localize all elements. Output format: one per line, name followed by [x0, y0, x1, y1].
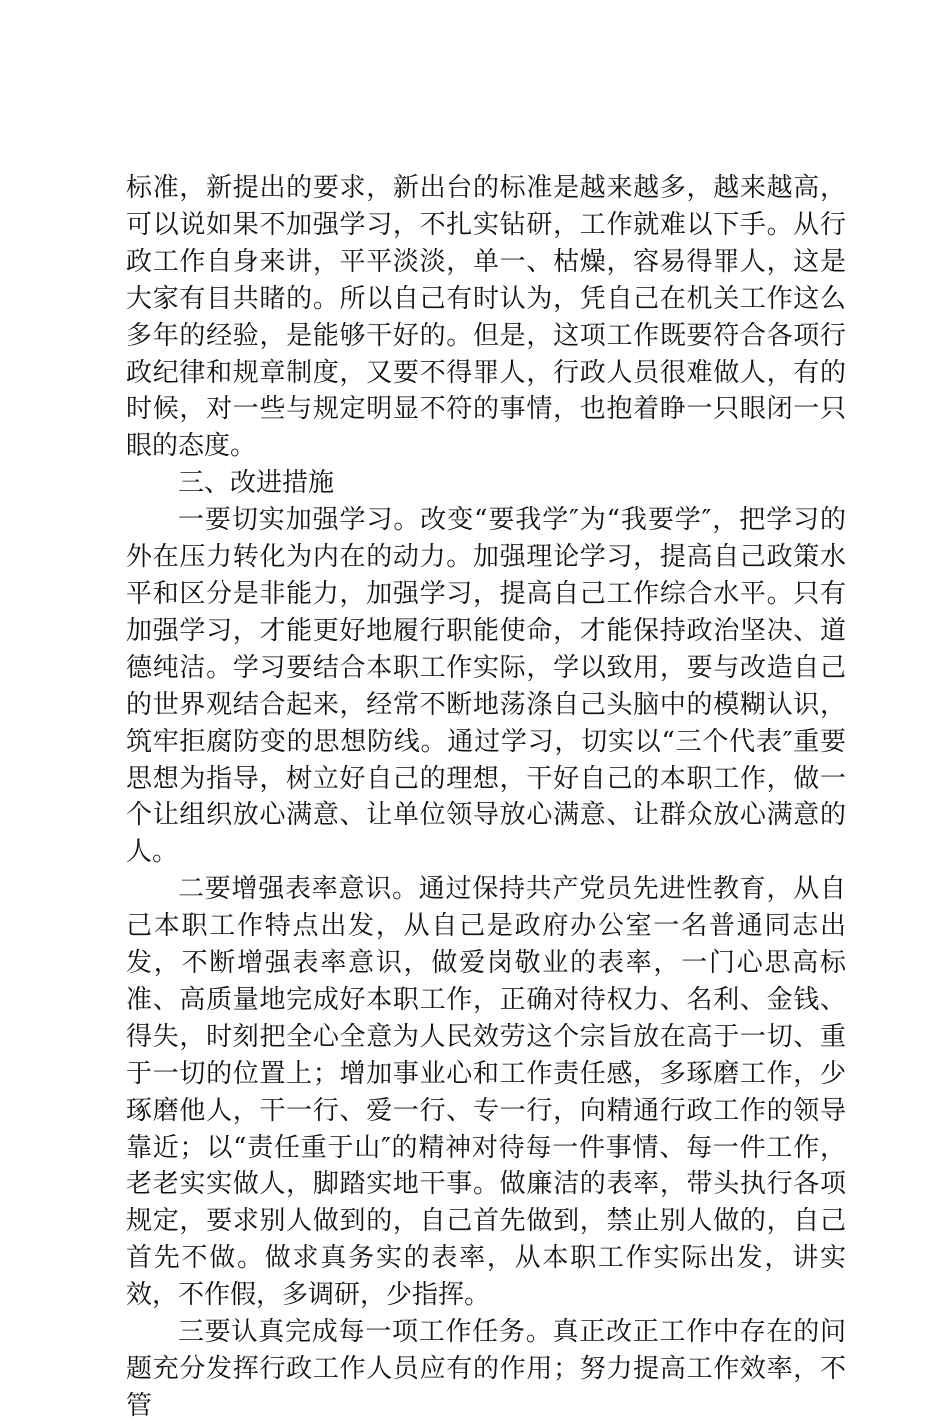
paragraph-measure-tasks: 三要认真完成每一项工作任务。真正改正工作中存在的问题充分发挥行政工作人员应有的作用；努力提高工作效率，不管	[126, 1317, 846, 1421]
section-heading-improvement-measures: 三、改进措施	[178, 468, 335, 499]
paragraph-measure-study: 一要切实加强学习。改变“要我学″为“我要学″，把学习的外在压力转化为内在的动力。加强理论学习，提高自己政策水平和区分是非能力，加强学习，提高自己工作综合水平。只有加强学习，才能更好地履行职能使命，才能保持政治坚决、道德纯洁。学习要结合本职工作实际，学以致用，要与改造自己的世界观结合起来，经常不断地荡涤自己头脑中的模糊认识，筑牢拒腐防变的思想防线。通过学习，切实以“三个代表″重要思想为指导，树立好自己的理想，干好自己的本职工作，做一个让组织放心满意、让单位领导放心满意、让群众放心满意的人。	[126, 505, 846, 868]
document-body	[126, 170, 846, 1425]
paragraph-continuation: 标准，新提出的要求，新出台的标准是越来越多，越来越高，可以说如果不加强学习，不扎实钻研，工作就难以下手。从行政工作自身来讲，平平淡淡，单一、枯燥，容易得罪人，这是大家有目共睹的。所以自己有时认为，凭自己在机关工作这么多年的经验，是能够干好的。但是，这项工作既要符合各项行政纪律和规章制度，又要不得罪人，行政人员很难做人，有的时候，对一些与规定明显不符的事情，也抱着睁一只眼闭一只眼的态度。	[126, 173, 846, 462]
paragraph-measure-role-model: 二要增强表率意识。通过保持共产党员先进性教育，从自己本职工作特点出发，从自己是政府办公室一名普通同志出发，不断增强表率意识，做爱岗敬业的表率，一门心思高标准、高质量地完成好本职工作，正确对待权力、名利、金钱、得失，时刻把全心全意为人民效劳这个宗旨放在高于一切、重于一切的位置上；增加事业心和工作责任感，多琢磨工作，少琢磨他人，干一行、爱一行、专一行，向精通行政工作的领导靠近；以“责任重于山″的精神对待每一件事情、每一件工作，老老实实做人，脚踏实地干事。做廉洁的表率，带头执行各项规定，要求别人做到的，自己首先做到，禁止别人做的，自己首先不做。做求真务实的表率，从本职工作实际出发，讲实效，不作假，多调研，少指挥。	[126, 874, 846, 1311]
